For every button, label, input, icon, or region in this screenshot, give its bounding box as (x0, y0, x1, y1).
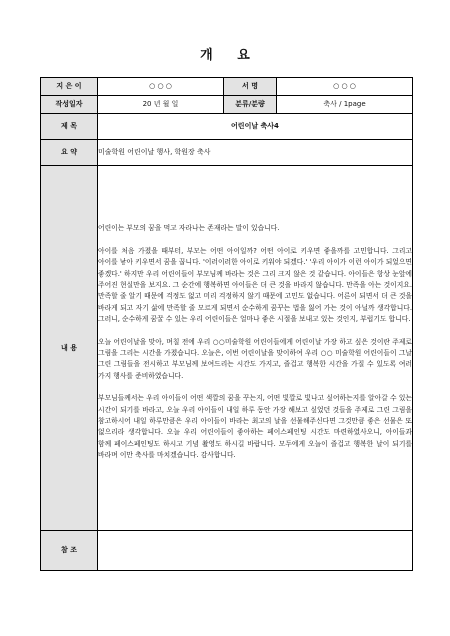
content-label: 내 용 (41, 166, 98, 531)
reference-row (41, 531, 413, 571)
summary-label: 요 약 (41, 140, 98, 166)
category-label: 분류/분량 (224, 96, 277, 114)
content-body[interactable] (98, 166, 413, 531)
subject-value[interactable]: 어린이날 축사4 (98, 114, 413, 140)
subject-row (41, 114, 413, 140)
reference-label: 참 조 (41, 531, 98, 571)
title-char-2: 요 (237, 48, 250, 63)
summary-row (41, 140, 413, 166)
content-paragraph: 어린이는 부모의 꿈을 먹고 자라나는 존재라는 말이 있습니다. (98, 224, 280, 233)
date-label: 작성일자 (41, 96, 98, 114)
reference-value[interactable] (98, 531, 413, 571)
subject-label: 제 목 (41, 114, 98, 140)
summary-value[interactable]: 미술학원 어린이날 행사, 학원장 축사 (98, 140, 413, 166)
author-label: 지 은 이 (41, 78, 98, 96)
document-title (0, 44, 450, 63)
content-paragraph: 아이를 처음 가졌을 때부터, 부모는 어떤 아이일까? 어떤 아이로 키우면 좋을까를 고민합니다. 그리고 아이를 낳아 키우면서 꿈을 꿉니다. '이러이러한 아이로 키워야 되겠다.' '우리 아이가 이런 아이가 되었으면 좋겠다.' 하지만 우리 어린이들이 부모님께 바라는 것은 그리 크지 않은 것 같습니다. 아이들은 항상 눈앞에 주어진 현실만을 보지요. 그 순간에 행복하면 아이들은 더 큰 것을 바라지 않습니다. 만족을 아는 것이지요. 만족할 줄 알기 때문에 걱정도 없고 미리 걱정하지 않기 때문에 고민도 없습니다. 어른이 되면서 더 큰 것을 바라게 되고 자기 삶에 만족할 줄 모르게 되면서 순수하게 꿈꾸는 법을 잃어 가는 것이 아닐까 생각합니다. 그러니, 순수하게 꿈꿀 수 있는 우리 어린이들은 얼마나 좋은 시절을 보내고 있는 것인지, 부럽기도 합니다. (98, 246, 412, 324)
category-value[interactable]: 축사 / 1page (277, 96, 413, 114)
date-row (41, 96, 413, 114)
title-char-1: 개 (200, 48, 213, 63)
content-paragraph: 오늘 어린이날을 맞아, 며칠 전에 우리 ○○미술학원 어린이들에게 어린이날 가장 하고 싶은 것이란 주제로 그림을 그리는 시간을 가졌습니다. 오늘은, 이번 어린이날을 맞이하여 우리 ○○ 미술학원 어린이들이 그날 그린 그림들을 전시하고 부모님께 보여드리는 시간도 가지고, 즐겁고 행복한 시간을 가질 수 있도록 여러 가지 행사를 준비하였습니다. (98, 337, 412, 380)
summary-form-table (40, 77, 413, 571)
author-value[interactable]: ○ ○ ○ (98, 78, 224, 96)
author-row (41, 78, 413, 96)
content-paragraph: 부모님들께서는 우리 아이들이 어떤 색깔의 꿈을 꾸는지, 어떤 빛깔로 빛나고 싶어하는지를 알아갈 수 있는 시간이 되기를 바라고, 오늘 우리 아이들이 내일 하루 동안 가장 해보고 싶었던 것들을 주제로 그린 그림을 참고하시어 내일 하루만큼은 우리 아이들이 바라는 최고의 날을 선물해주신다면 그것만큼 좋은 선물은 또 없으리라 생각합니다. 오늘 우리 어린이들이 좋아하는 페이스페인팅 시간도 마련하였사오니, 아이들과 함께 페이스페인팅도 하시고 기념 촬영도 하시길 바랍니다. 모두에게 오늘이 즐겁고 행복한 날이 되기를 바라며 이만 축사를 마치겠습니다. 감사합니다. (98, 394, 412, 460)
signature-label: 서 명 (224, 78, 277, 96)
signature-value[interactable]: ○ ○ ○ (277, 78, 413, 96)
date-value[interactable]: 20 년 월 일 (98, 96, 224, 114)
content-row (41, 166, 413, 531)
